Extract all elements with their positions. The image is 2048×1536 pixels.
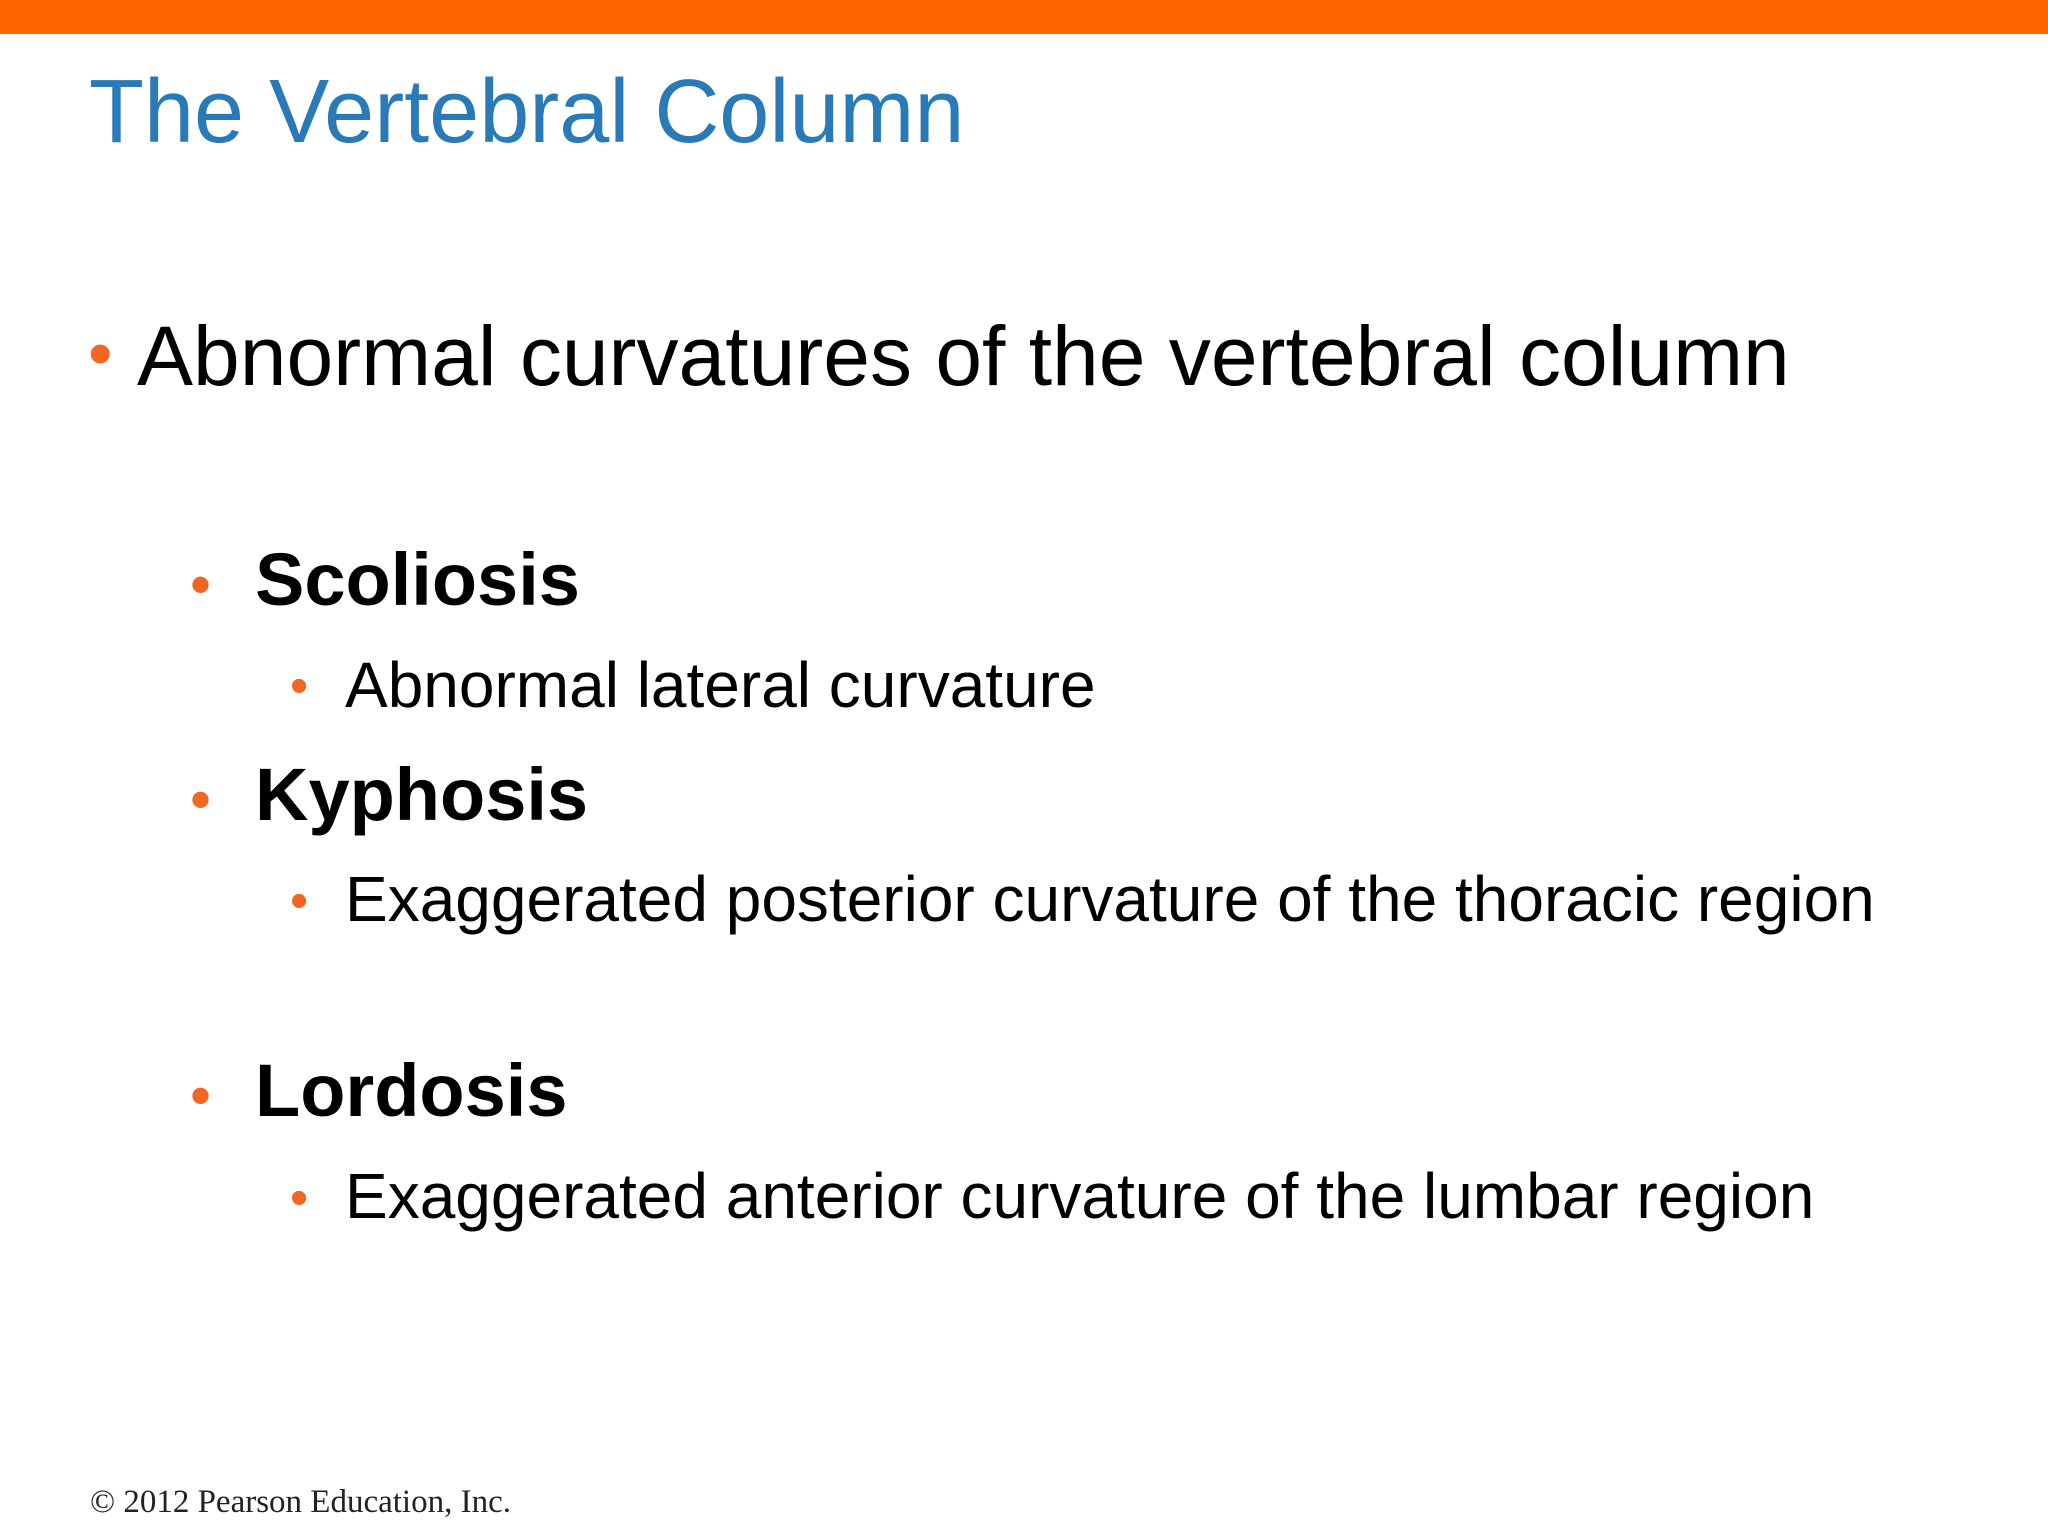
bullet-dot-icon: • xyxy=(190,551,212,618)
copyright-footer: © 2012 Pearson Education, Inc. xyxy=(90,1484,511,1520)
bullet-dot-icon: • xyxy=(190,1062,212,1129)
bullet-dot-icon: • xyxy=(290,657,309,715)
bullet-dot-icon: • xyxy=(290,872,309,930)
bullet-kyphosis-label: Kyphosis xyxy=(255,753,589,836)
bullet-kyphosis-detail-text: Exaggerated posterior curvature of the thoracic region xyxy=(345,863,1875,935)
bullet-dot-icon: • xyxy=(290,1169,309,1227)
bullet-dot-icon: • xyxy=(88,314,113,392)
bullet-lordosis-detail-text: Exaggerated anterior curvature of the lumbar region xyxy=(345,1160,1815,1232)
bullet-scoliosis-detail-text: Abnormal lateral curvature xyxy=(345,649,1096,721)
top-accent-bar xyxy=(0,0,2048,34)
slide-title: The Vertebral Column xyxy=(89,62,965,162)
bullet-dot-icon: • xyxy=(190,766,212,833)
bullet-lordosis-label: Lordosis xyxy=(255,1049,568,1132)
bullet-main-text: Abnormal curvatures of the vertebral column xyxy=(137,309,1790,403)
bullet-scoliosis-label: Scoliosis xyxy=(255,538,580,621)
